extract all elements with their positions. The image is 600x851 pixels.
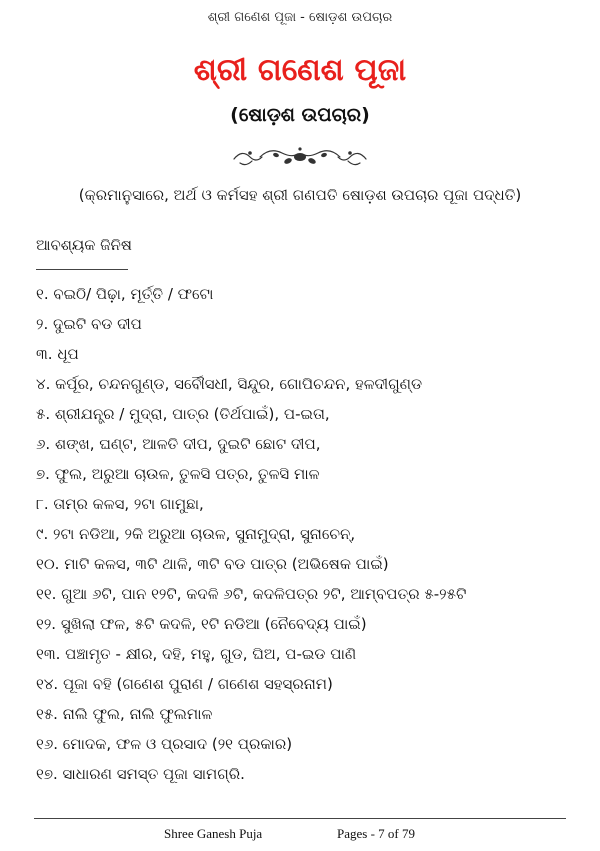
running-header: ଶ୍ରୀ ଗଣେଶ ପୂଜା - ଷୋଡ଼ଶ ଉପଚାର (207, 10, 393, 25)
footer-document-title: Shree Ganesh Puja (164, 826, 263, 841)
list-item: ୬. ଶଙ୍ଖ, ଘଣ୍ଟ, ଆଳତି ଦୀପ, ଦୁଇଟି ଛୋଟ ଦୀପ, (36, 435, 321, 453)
list-item: ୪. କର୍ପୂର, ଚନ୍ଦନଗୁଣ୍ଡ, ସର୍ବୌସଧୀ, ସିନ୍ଦୁର, ଗୋପିଚନ୍ଦନ, ହଳଦୀଗୁଣ୍ଡ (36, 375, 423, 393)
list-item: ୮. ତାମ୍ର କଳସ, ୨ଟା ଗାମୁଛା, (36, 495, 204, 513)
list-item: ୧୬. ମୋଦକ, ଫଳ ଓ ପ୍ରସାଦ (୨୧ ପ୍ରକାର) (36, 735, 293, 753)
list-item: ୧୨. ସୁଖିଲା ଫଳ, ୫ଟି କଦଳି, ୧ଟି ନଡିଆ (ନୈବେଦ୍ୟ ପାଇଁ) (36, 615, 367, 633)
list-item: ୧୪. ପୂଜା ବହି (ଗଣେଶ ପୁରାଣ / ଗଣେଶ ସହସ୍ରନାମ) (36, 675, 333, 693)
heading-underline (36, 269, 128, 270)
footer-page-number: Pages - 7 of 79 (337, 826, 415, 841)
document-subtitle: (ଷୋଡ଼ଶ ଉପଚାର) (230, 104, 370, 126)
list-item: ୧୫. ନାଲି ଫୁଲ, ନାଲି ଫୁଲମାଳ (36, 705, 213, 723)
section-heading: ଆବଶ୍ୟକ ଜିନିଷ (36, 236, 132, 254)
document-title: ଶ୍ରୀ ଗଣେଶ ପୂଜା (193, 52, 407, 88)
list-item: ୧୧. ଗୁଆ ୬ଟି, ପାନ ୧୨ଟି, କଦଳି ୬ଟି, କଦଳିପତ୍ର ୨ଟି, ଆମ୍ବପତ୍ର ୫-୨୫ଟି (36, 585, 467, 603)
intro-text: (କ୍ରମାନୁସାରେ, ଅର୍ଥ ଓ କର୍ମସହ ଶ୍ରୀ ଗଣପତି ଷୋଡ଼ଶ ଉପଚାର ପୂଜା ପଦ୍ଧତି) (78, 186, 522, 204)
list-item: ୨. ଦୁଇଟି ବଡ ଦୀପ (36, 315, 142, 333)
list-item: ୩. ଧୂପ (36, 345, 79, 363)
list-item: ୫. ଶ୍ରୀଯନ୍ତ୍ର / ମୁଦ୍ରା, ପାତ୍ର (ତିର୍ଥପାଇଁ), ପ-ଇତା, (36, 405, 330, 423)
required-items-list (36, 279, 576, 789)
floral-divider-icon (230, 143, 370, 171)
list-item: ୭. ଫୁଲ, ଅରୁଆ ଚାଉଳ, ତୁଳସି ପତ୍ର, ତୁଳସି ମାଳ (36, 465, 320, 483)
list-item: ୧. ବଇଠି/ ପିଢ଼ା, ମୂର୍ତ୍ତି / ଫଟୋ (36, 285, 214, 303)
list-item: ୧୩. ପଞ୍ଚାମୃତ - କ୍ଷୀର, ଦହି, ମହୁ, ଗୁଡ, ଘିଅ, ପ-ଇଡ ପାଣି (36, 645, 357, 663)
list-item: ୧୦. ମାଟି କଳସ, ୩ଟି ଥାଳି, ୩ଟି ବଡ ପାତ୍ର (ଅଭିଷେକ ପାଇଁ) (36, 555, 389, 573)
footer-divider (34, 818, 566, 819)
list-item: ୯. ୨ଟା ନଡିଆ, ୨କି ଅରୁଆ ଚାଉଳ, ସୁନାମୁଦ୍ରା, ସୁନାଚେନ୍, (36, 525, 356, 543)
list-item: ୧୭. ସାଧାରଣ ସମସ୍ତ ପୂଜା ସାମଗ୍ରି. (36, 765, 245, 783)
